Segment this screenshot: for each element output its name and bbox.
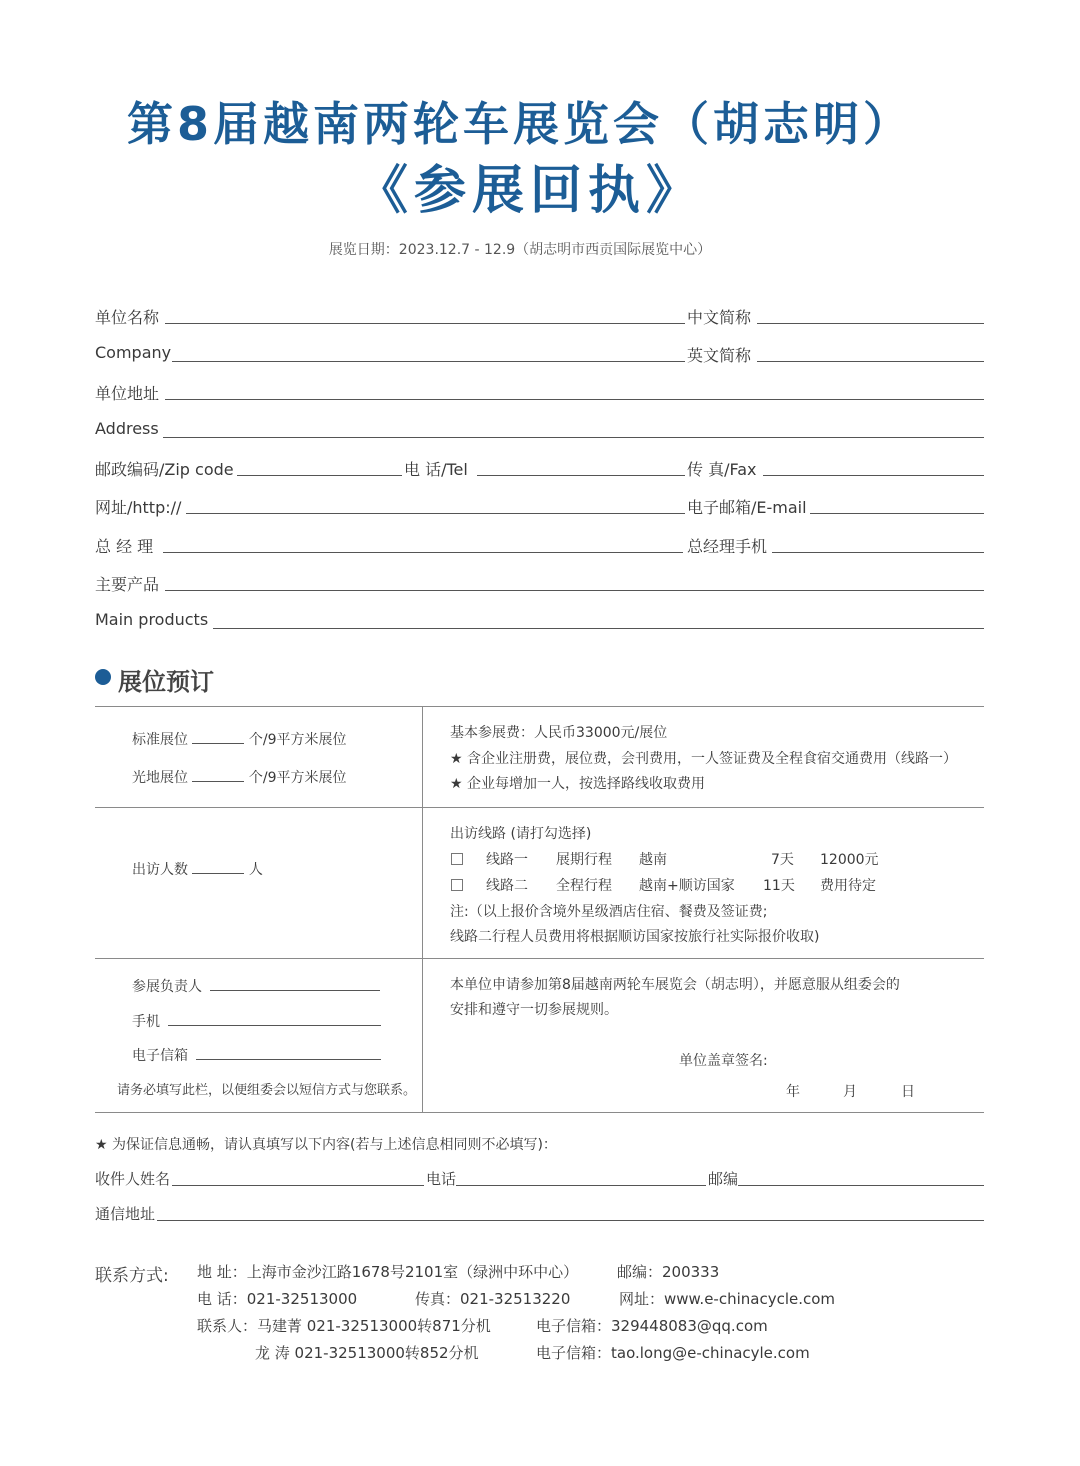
declaration-line-1: 本单位申请参加第8届越南两轮车展览会（胡志明），并愿意服从组委会的 [450, 977, 900, 993]
address-en-label: Address [95, 419, 159, 438]
visitors-row [132, 859, 263, 879]
contact-fax: 传真：021-32513220 [415, 1290, 571, 1308]
mailing-address-field[interactable] [157, 1220, 984, 1221]
main-products-cn-field[interactable] [165, 590, 984, 591]
contact-person-label: 参展负责人 [132, 979, 202, 995]
year-label: 年 [786, 1084, 800, 1100]
mailing-postcode-label: 邮编 [708, 1170, 739, 1188]
route-1-price: 12000元 [820, 852, 879, 868]
email-label: 电子邮箱/E-mail [687, 498, 807, 517]
company-name-cn-label: 单位名称 [95, 308, 160, 327]
raw-space-row [132, 767, 347, 787]
company-name-en-field[interactable] [172, 361, 685, 362]
standard-booth-row [132, 729, 347, 749]
route-1-name: 线路一 [486, 852, 528, 868]
page-subtitle: 《参展回执》 [355, 161, 704, 221]
contact-person-1: 联系人：马建菁 021-32513000转871分机 [197, 1317, 491, 1335]
section-title: 展位预订 [118, 668, 214, 696]
route-2-checkbox[interactable] [451, 879, 463, 891]
short-name-cn-field[interactable] [757, 323, 984, 324]
raw-space-label: 光地展位 [132, 770, 188, 786]
visitors-label: 出访人数 [132, 862, 188, 878]
address-en-field[interactable] [163, 437, 984, 438]
zip-code-label: 邮政编码/Zip code [95, 460, 234, 479]
divider [95, 958, 984, 959]
fee-note-1: ★ 含企业注册费，展位费，会刊费用，一人签证费及全程食宿交通费用（线路一） [450, 751, 957, 767]
contact-tel: 电 话：021-32513000 [197, 1290, 358, 1308]
mobile-field[interactable] [168, 1025, 381, 1026]
contact-email-row [132, 1045, 381, 1065]
route-note-2: 线路二行程人员费用将根据顺访国家按旅行社实际报价收取) [450, 929, 820, 945]
route-1-type: 展期行程 [556, 852, 612, 868]
divider [95, 1112, 984, 1113]
route-2-destination: 越南+顺访国家 [639, 878, 735, 894]
contact-email-label: 电子信箱 [132, 1048, 188, 1064]
raw-space-unit: 个/9平方米展位 [248, 770, 347, 786]
contact-email-1: 电子信箱：329448083@qq.com [536, 1317, 768, 1335]
route-title: 出访线路 (请打勾选择) [450, 826, 592, 842]
tel-label: 电 话/Tel [404, 460, 468, 479]
visitors-unit: 人 [248, 862, 263, 878]
mailing-phone-field[interactable] [456, 1185, 706, 1186]
main-products-cn-label: 主要产品 [95, 575, 160, 594]
short-name-en-field[interactable] [757, 361, 984, 362]
gm-mobile-label: 总经理手机 [687, 537, 768, 556]
tel-field[interactable] [477, 475, 685, 476]
column-divider [422, 707, 423, 1112]
gm-mobile-field[interactable] [772, 552, 984, 553]
company-name-cn-field[interactable] [165, 323, 685, 324]
visitors-count-field[interactable] [192, 873, 244, 874]
general-manager-label: 总 经 理 [95, 537, 154, 556]
contact-email-2: 电子信箱：tao.long@e-chinacyle.com [536, 1344, 810, 1362]
mailing-phone-label: 电话 [426, 1170, 457, 1188]
route-2-days: 11天 [763, 878, 795, 894]
recipient-label: 收件人姓名 [95, 1170, 171, 1188]
route-1-checkbox[interactable] [451, 853, 463, 865]
mobile-label: 手机 [132, 1014, 160, 1030]
fax-label: 传 真/Fax [687, 460, 757, 479]
mailing-address-label: 通信地址 [95, 1205, 156, 1223]
seal-signature-label: 单位盖章签名: [679, 1053, 768, 1069]
day-label: 日 [901, 1084, 915, 1100]
raw-space-count-field[interactable] [192, 781, 244, 782]
main-products-en-field[interactable] [213, 628, 984, 629]
declaration-line-2: 安排和遵守一切参展规则。 [450, 1002, 618, 1018]
contact-website: 网址：www.e-chinacycle.com [619, 1290, 836, 1308]
route-2-name: 线路二 [486, 878, 528, 894]
month-label: 月 [843, 1084, 857, 1100]
general-manager-field[interactable] [163, 552, 683, 553]
route-1-days: 7天 [771, 852, 794, 868]
address-cn-field[interactable] [165, 399, 984, 400]
route-2-price: 费用待定 [820, 878, 876, 894]
contact-heading: 联系方式: [95, 1266, 169, 1286]
route-1-destination: 越南 [639, 852, 667, 868]
route-note-1: 注:（以上报价含境外星级酒店住宿、餐费及签证费; [450, 904, 768, 920]
contact-person-2: 龙 涛 021-32513000转852分机 [255, 1344, 479, 1362]
fax-field[interactable] [763, 475, 984, 476]
contact-postcode: 邮编：200333 [617, 1263, 720, 1281]
fee-text: 基本参展费：人民币33000元/展位 [450, 725, 668, 741]
contact-email-field[interactable] [196, 1059, 381, 1060]
exhibition-date: 展览日期：2023.12.7 - 12.9（胡志明市西贡国际展览中心） [328, 242, 712, 258]
website-label: 网址/http:// [95, 498, 182, 517]
mailing-note: ★ 为保证信息通畅，请认真填写以下内容(若与上述信息相同则不必填写)： [95, 1137, 557, 1153]
address-cn-label: 单位地址 [95, 384, 160, 403]
divider [95, 807, 984, 808]
bullet-icon [95, 669, 111, 685]
standard-booth-unit: 个/9平方米展位 [248, 732, 347, 748]
contact-address: 地 址：上海市金沙江路1678号2101室（绿洲中环中心） [197, 1263, 579, 1281]
standard-booth-label: 标准展位 [132, 732, 188, 748]
divider [95, 706, 984, 707]
fill-note: 请务必填写此栏，以便组委会以短信方式与您联系。 [117, 1083, 417, 1098]
contact-person-field[interactable] [210, 990, 380, 991]
main-products-en-label: Main products [95, 610, 209, 629]
mailing-postcode-field[interactable] [738, 1185, 984, 1186]
standard-booth-count-field[interactable] [192, 743, 244, 744]
mobile-row [132, 1011, 381, 1031]
fee-note-2: ★ 企业每增加一人，按选择路线收取费用 [450, 776, 705, 792]
short-name-en-label: 英文简称 [687, 346, 752, 365]
zip-code-field[interactable] [237, 475, 402, 476]
page-title: 第8届越南两轮车展览会（胡志明） [126, 97, 913, 151]
website-field[interactable] [186, 513, 685, 514]
recipient-field[interactable] [172, 1185, 424, 1186]
contact-person-row [132, 976, 380, 996]
short-name-cn-label: 中文简称 [687, 308, 752, 327]
route-2-type: 全程行程 [556, 878, 612, 894]
email-field[interactable] [810, 513, 984, 514]
company-name-en-label: Company [95, 343, 172, 362]
